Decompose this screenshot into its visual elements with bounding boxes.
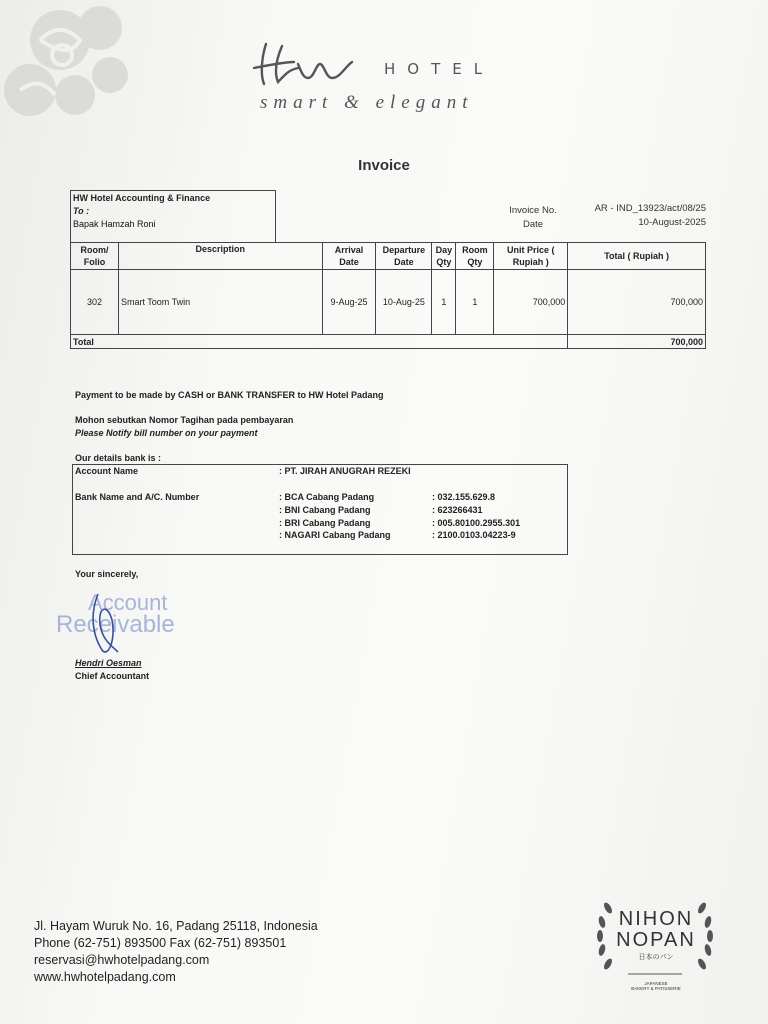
cell-departure: 10-Aug-25 [376,270,432,335]
logo-hotel-text: HOTEL [384,60,495,78]
partner-logo-sub2: BAKERY & PATISSERIE [631,986,681,991]
account-receivable-stamp [56,588,206,660]
stamp-line2: Receivable [56,611,175,638]
footer-email: reservasi@hwhotelpadang.com [34,953,210,967]
bank-details-box [72,464,568,555]
footer-phone: Phone (62-751) 893500 Fax (62-751) 893501 [34,936,287,950]
invoice-items-table [70,242,706,349]
table-row [71,270,706,335]
invoice-no-value: AR - IND_13923/act/08/25 [594,203,706,214]
invoice-date-value: 10-August-2025 [638,217,706,228]
partner-logo-line2: NOPAN [616,929,696,951]
partner-logo-subtitle [604,981,708,991]
table-header-row [71,243,706,270]
invoice-labels [496,204,570,232]
payment-note-id: Mohon sebutkan Nomor Tagihan pada pembayaran [75,415,294,425]
bank-name-nagari: : NAGARI Cabang Padang [279,530,391,541]
footer-web: www.hwhotelpadang.com [34,970,176,984]
invoice-no-label: Invoice No. [509,205,557,216]
partner-logo-line1: NIHON [618,908,694,930]
cell-total: 700,000 [568,270,706,335]
header-arrival: Arrival Date [322,243,376,270]
logo-tagline: smart & elegant [260,92,474,113]
total-value: 700,000 [568,335,706,349]
signer-role: Chief Accountant [75,671,150,681]
footer-address: Jl. Hayam Wuruk No. 16, Padang 25118, Indonesia [34,919,318,933]
bill-to-name: Bapak Hamzah Roni [73,219,156,229]
header-description: Description [118,243,322,270]
header-room: Room/ Folio [71,243,119,270]
invoice-date-label: Date [522,219,544,230]
bank-number-nagari: : 2100.0103.04223-9 [432,530,516,541]
bill-from: HW Hotel Accounting & Finance [73,193,211,203]
bank-number-bri: : 005.80100.2955.301 [432,517,521,528]
bill-to-label: To : [73,206,90,216]
header-total: Total ( Rupiah ) [568,243,706,270]
cell-day-qty: 1 [432,270,456,335]
header-day-qty: Day Qty [432,243,456,270]
cell-arrival: 9-Aug-25 [322,270,376,335]
hotel-contact-footer [34,918,318,986]
bank-name-bni: : BNI Cabang Padang [279,504,371,515]
cell-room-qty: 1 [456,270,494,335]
cell-description: Smart Toom Twin [118,270,322,335]
partner-logo-jp: 日本のパン [638,954,674,961]
cell-unit-price: 700,000 [494,270,568,335]
account-name-label: Account Name [75,466,139,476]
bank-name-bri: : BRI Cabang Padang [279,517,371,528]
header-unit-price: Unit Price ( Rupiah ) [494,243,568,270]
table-total-row [71,335,706,349]
bill-to-box [70,190,276,242]
header-departure: Departure Date [376,243,432,270]
payment-instruction: Payment to be made by CASH or BANK TRANSFER to HW Hotel Padang [75,390,384,400]
bank-name-bca: : BCA Cabang Padang [279,492,375,502]
total-label: Total [71,335,568,349]
page-title: Invoice [358,157,410,174]
invoice-values [570,202,706,230]
signer-name: Hendri Oesman [75,658,142,668]
cell-room: 302 [71,270,119,335]
flower-watermark-icon [0,0,140,140]
payment-note-en: Please Notify bill number on your payment [75,428,258,438]
header-room-qty: Room Qty [456,243,494,270]
stamp-line1: Account [88,590,168,615]
bank-label: Bank Name and A/C. Number [75,492,200,502]
partner-logo-sub1: JAPANESE [644,981,668,986]
account-name-value: : PT. JIRAH ANUGRAH REZEKI [279,466,411,476]
closing-text: Your sincerely, [75,569,139,579]
bank-number-bni: : 623266431 [432,504,483,515]
bank-intro: Our details bank is : [75,453,162,463]
bank-number-bca: : 032.155.629.8 [432,492,496,502]
